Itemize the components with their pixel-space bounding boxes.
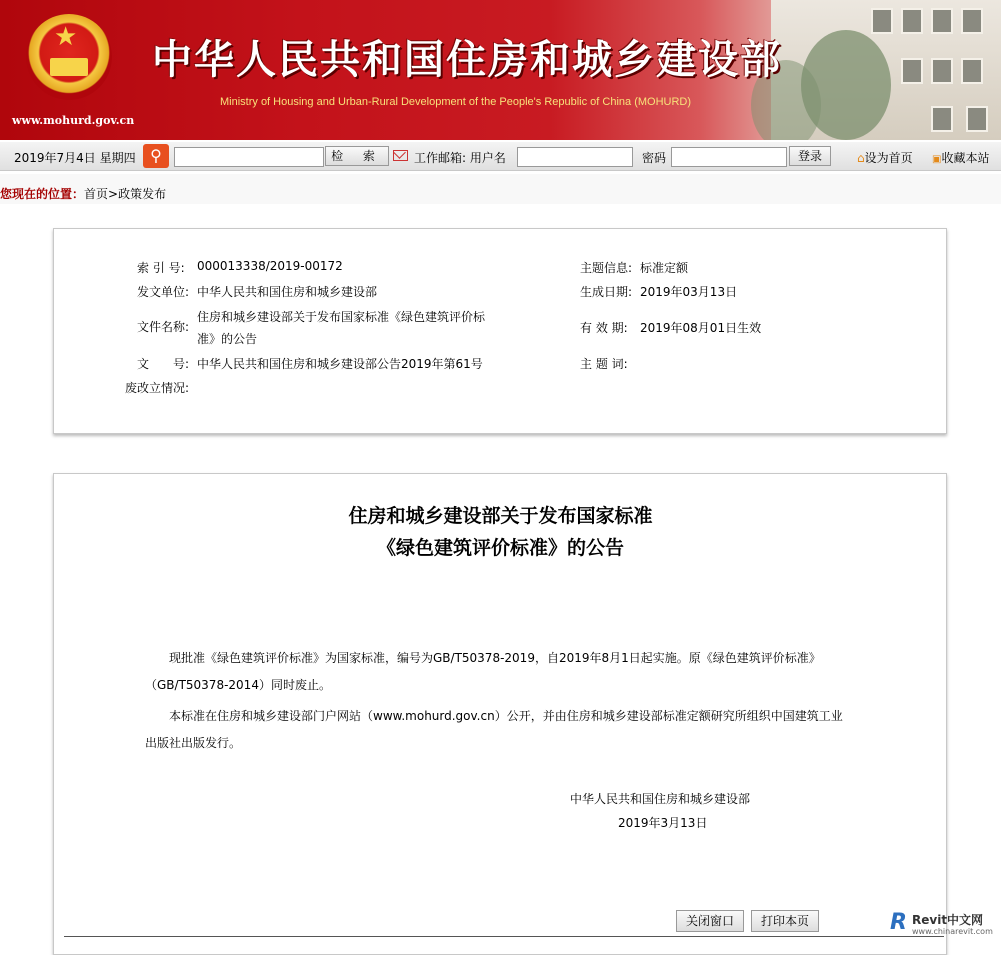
document-paragraph-2: 本标准在住房和城乡建设部门户网站（www.mohurd.gov.cn）公开，并由住房和城乡建设部标准定额研究所组织中国建筑工业出版社出版发行。 (145, 709, 843, 750)
created-key: 生成日期: (580, 285, 633, 299)
national-emblem-icon: ★ (26, 14, 112, 100)
breadcrumb-home[interactable]: 首页 (84, 187, 109, 201)
topic-key: 主题信息: (580, 261, 633, 275)
building-photo (771, 0, 1001, 140)
site-url: www.mohurd.gov.cn (12, 114, 135, 127)
index-key: 索 引 号: (137, 261, 185, 275)
valid-value: 2019年08月01日生效 (640, 321, 762, 335)
document-sign-date: 2019年3月13日 (618, 816, 708, 830)
home-icon: ⌂ (857, 151, 865, 165)
valid-key: 有 效 期: (580, 321, 628, 335)
bookmark-icon: ▣ (932, 154, 942, 165)
document-title-line2: 《绿色建筑评价标准》的公告 (376, 537, 624, 559)
search-icon[interactable]: ⚲ (143, 144, 169, 168)
breadcrumb-label: 您现在的位置： (0, 187, 85, 201)
current-date: 2019年7月4日 星期四 (14, 151, 136, 165)
site-title-cn: 中华人民共和国住房和城乡建设部 (152, 37, 782, 83)
filename-value: 住房和城乡建设部关于发布国家标准《绿色建筑评价标准》的公告 (197, 310, 486, 346)
close-window-button[interactable]: 关闭窗口 (676, 910, 744, 932)
index-value: 000013338/2019-00172 (197, 259, 343, 273)
set-home-link[interactable]: ⌂设为首页 (857, 151, 913, 165)
topic-value: 标准定额 (640, 261, 689, 275)
mail-username-label: 工作邮箱: 用户名 (414, 151, 506, 165)
filename-key: 文件名称: (137, 320, 190, 334)
search-button[interactable]: 检 索 (325, 146, 389, 166)
site-title-en: Ministry of Housing and Urban-Rural Development of the People's Republic of China (MOHURD) (220, 96, 692, 108)
print-page-button[interactable]: 打印本页 (751, 910, 819, 932)
site-banner (0, 0, 1001, 140)
breadcrumb-current[interactable]: 政策发布 (118, 187, 167, 201)
search-input[interactable] (174, 147, 324, 167)
keywords-key: 主 题 词: (580, 357, 628, 371)
watermark-url: www.chinarevit.com (912, 927, 993, 936)
breadcrumb-sep: > (108, 187, 119, 201)
document-paragraph-1: 现批准《绿色建筑评价标准》为国家标准，编号为GB/T50378-2019，自2019年8月1日起实施。原《绿色建筑评价标准》（GB/T50378-2014）同时废止。 (145, 651, 821, 692)
watermark-text: Revit中文网 (912, 913, 984, 927)
breadcrumb (0, 185, 166, 202)
bottom-divider (64, 936, 944, 937)
document-title-line1: 住房和城乡建设部关于发布国家标准 (348, 505, 653, 527)
issuer-key: 发文单位: (137, 285, 190, 299)
bookmark-link[interactable]: ▣收藏本站 (932, 151, 990, 165)
docno-key: 文 号: (137, 357, 190, 371)
created-value: 2019年03月13日 (640, 285, 738, 299)
username-input[interactable] (517, 147, 633, 167)
password-label: 密码 (642, 151, 667, 165)
docno-value: 中华人民共和国住房和城乡建设部公告2019年第61号 (197, 357, 483, 371)
abolish-key: 废改立情况: (125, 381, 190, 395)
revit-logo-icon: R (890, 910, 907, 935)
issuer-value: 中华人民共和国住房和城乡建设部 (197, 285, 378, 299)
password-input[interactable] (671, 147, 787, 167)
document-title (0, 500, 1001, 564)
login-button[interactable]: 登录 (789, 146, 831, 166)
mail-icon (393, 150, 408, 161)
document-signer: 中华人民共和国住房和城乡建设部 (570, 792, 751, 806)
revit-watermark (890, 908, 1000, 942)
